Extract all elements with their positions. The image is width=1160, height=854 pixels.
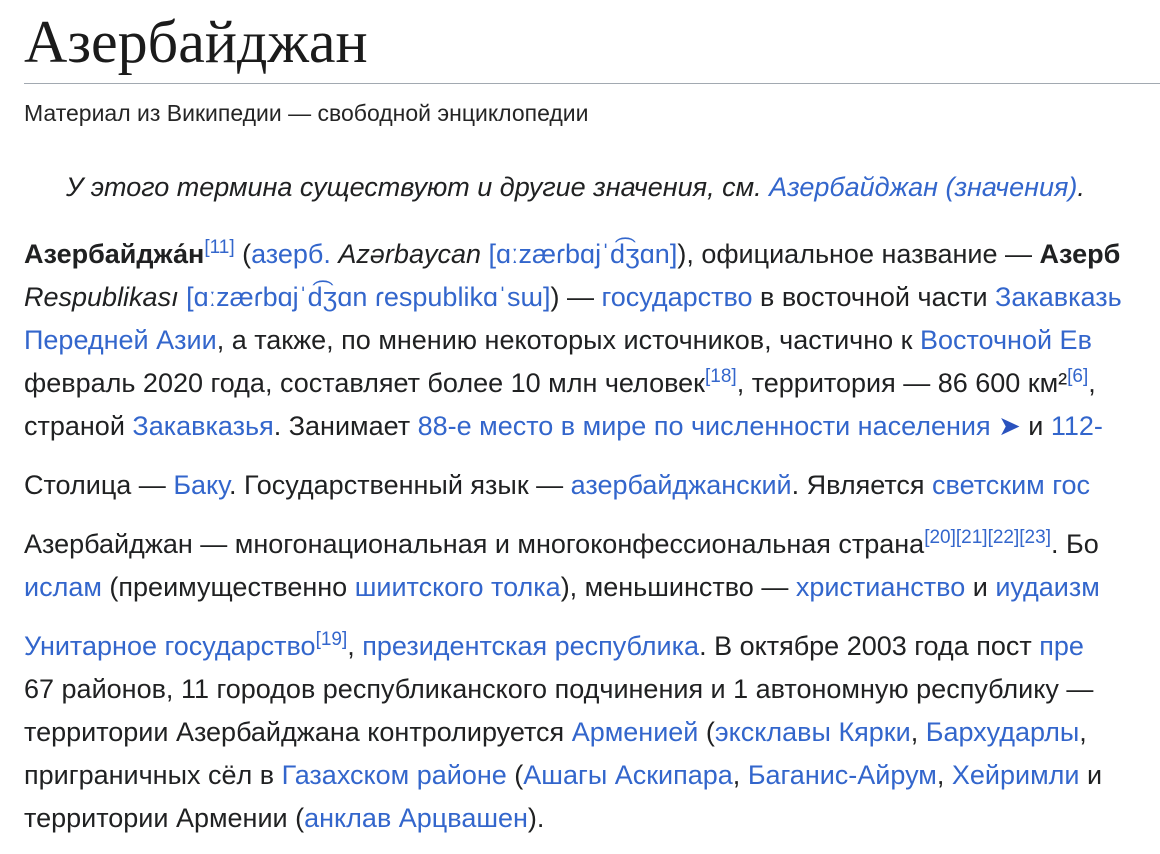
link-exclave[interactable]: эксклавы: [714, 717, 831, 747]
text-line: [24, 523, 1160, 566]
text-segment: ,: [910, 717, 926, 747]
text-line: [24, 319, 1160, 362]
text-segment: и: [1020, 411, 1051, 441]
text-segment: (преимущественно: [101, 572, 355, 602]
link-perednyaya-aziya[interactable]: Передней Азии: [24, 325, 217, 355]
italic-text: Azərbaycan: [338, 239, 481, 269]
hatnote-disambiguation: [66, 166, 1160, 209]
italic-text: .: [1077, 172, 1085, 202]
text-segment: (: [234, 239, 252, 269]
text-line: [24, 566, 1160, 609]
text-segment: ), официальное название —: [677, 239, 1040, 269]
site-subtitle: Материал из Википедии — свободной энциклопедии: [24, 100, 589, 126]
text-segment: ), меньшинство —: [560, 572, 796, 602]
text-segment: ) —: [550, 282, 602, 312]
link-barkhudarly[interactable]: Бархударлы: [925, 717, 1080, 747]
text-segment: ,: [347, 631, 363, 661]
text-line: [24, 754, 1160, 797]
link-azerbaijani-language[interactable]: азерб.: [251, 239, 331, 269]
link-azerbaijani[interactable]: азербайджанский: [570, 470, 792, 500]
text-line: [24, 362, 1160, 405]
text-segment: территории Азербайджана контролируется: [24, 717, 572, 747]
link-judaism[interactable]: иудаизм: [995, 572, 1100, 602]
text-segment: ).: [527, 803, 545, 833]
text-segment: ,: [936, 760, 952, 790]
ref-link-19[interactable]: [19]: [315, 629, 348, 650]
text-segment: в восточной части: [752, 282, 996, 312]
link-vostochnaya-evropa[interactable]: Восточной Ев: [919, 325, 1092, 355]
sort-arrow-icon[interactable]: ➤: [998, 411, 1021, 441]
text-segment: [481, 239, 489, 269]
text-segment: , территория — 86 600 км²: [736, 368, 1068, 398]
ipa-link[interactable]: [ɑːzæɾbɑjˈd͡ʒɑn]: [488, 239, 678, 269]
text-segment: ,: [732, 760, 748, 790]
text-line: [24, 233, 1160, 276]
text-segment: Столица —: [24, 470, 174, 500]
bold-text: Азерб: [1039, 239, 1121, 269]
text-segment: 67 районов, 11 городов республиканского подчинения и 1 автономную республику —: [24, 674, 1094, 704]
ref-links-20-23[interactable]: [20][21][22][23]: [924, 527, 1051, 548]
link-president[interactable]: пре: [1039, 631, 1084, 661]
ref-link-6[interactable]: [6]: [1067, 366, 1089, 387]
text-line: [24, 711, 1160, 754]
paragraph: [24, 464, 1160, 507]
link-ashagy-askipara[interactable]: Ашагы Аскипара: [523, 760, 733, 790]
text-segment: ,: [1079, 717, 1087, 747]
text-line: [24, 464, 1160, 507]
link-artsvashen-enclave[interactable]: анклав Арцвашен: [304, 803, 528, 833]
text-segment: Азербайджан — многонациональная и многоконфессиональная страна: [24, 529, 925, 559]
text-line: [24, 668, 1160, 711]
text-segment: страной: [24, 411, 133, 441]
link-kyarki[interactable]: Кярки: [838, 717, 911, 747]
article-body: [24, 233, 1160, 840]
ref-link-18[interactable]: [18]: [705, 366, 737, 387]
ref-link-11[interactable]: [11]: [204, 237, 235, 258]
text-segment: и: [1079, 760, 1103, 790]
link-armenia[interactable]: Арменией: [571, 717, 699, 747]
text-segment: . Бо: [1050, 529, 1099, 559]
link-gosudarstvo[interactable]: государство: [601, 282, 753, 312]
text-line: [24, 625, 1160, 668]
link-shia[interactable]: шиитского толка: [354, 572, 561, 602]
link-qazakh-district[interactable]: Газахском районе: [281, 760, 507, 790]
text-line: [24, 405, 1160, 448]
link-baku[interactable]: Баку: [173, 470, 229, 500]
text-segment: [991, 411, 999, 441]
text-segment: [179, 282, 187, 312]
paragraph: [24, 233, 1160, 448]
page-title: Азербайджан: [24, 6, 1160, 84]
text-segment: . Занимает: [273, 411, 418, 441]
link-kheyrimli[interactable]: Хейримли: [951, 760, 1080, 790]
text-segment: территории Армении (: [24, 803, 305, 833]
text-line: [24, 276, 1160, 319]
text-line: [24, 797, 1160, 840]
text-segment: . Является: [791, 470, 933, 500]
link-area-rank[interactable]: 112-: [1050, 411, 1103, 441]
link-islam[interactable]: ислам: [24, 572, 102, 602]
link-christianity[interactable]: христианство: [795, 572, 966, 602]
text-segment: приграничных сёл в: [24, 760, 282, 790]
link-baganis-ayrum[interactable]: Баганис-Айрум: [747, 760, 937, 790]
italic-text: У этого термина существуют и другие значения, см.: [66, 172, 770, 202]
hatnote-disambig-link[interactable]: Азербайджан (значения): [769, 172, 1078, 202]
text-segment: ,: [1088, 368, 1096, 398]
link-zakavkazye[interactable]: Закавказь: [995, 282, 1122, 312]
ipa-link[interactable]: [ɑːzæɾbɑjˈd͡ʒɑn ɾespublikɑˈsɯ]: [186, 282, 551, 312]
text-segment: , а также, по мнению некоторых источников, частично к: [216, 325, 920, 355]
text-segment: февраль 2020 года, составляет более 10 млн человек: [24, 368, 705, 398]
text-segment: . В октябре 2003 года пост: [699, 631, 1040, 661]
link-secular-state[interactable]: светским гос: [932, 470, 1090, 500]
text-segment: и: [965, 572, 996, 602]
text-segment: (: [506, 760, 524, 790]
text-segment: (: [698, 717, 715, 747]
paragraph: [24, 625, 1160, 840]
bold-text: Азербайджа́н: [24, 239, 205, 269]
italic-text: Respublikası: [24, 282, 179, 312]
link-unitary-state[interactable]: Унитарное государство: [24, 631, 316, 661]
link-presidential-republic[interactable]: президентская республика: [362, 631, 700, 661]
text-segment: . Государственный язык —: [228, 470, 571, 500]
paragraph: [24, 523, 1160, 609]
link-zakavkazya[interactable]: Закавказья: [132, 411, 274, 441]
link-population-rank[interactable]: 88-е место в мире по численности населения: [417, 411, 991, 441]
